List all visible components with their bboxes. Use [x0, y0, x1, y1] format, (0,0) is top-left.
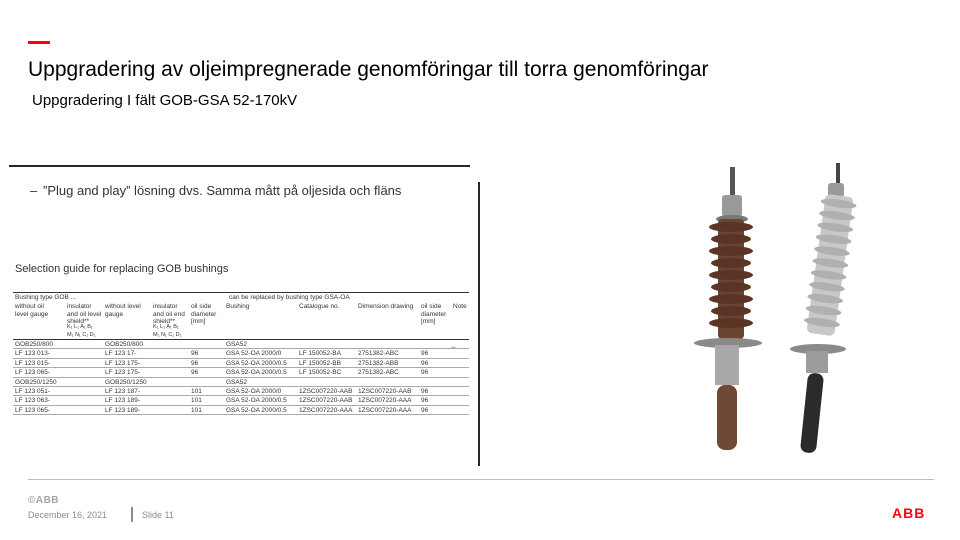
- group-label-gsa: can be replaced by bushing type GSA-OA: [229, 294, 350, 301]
- table-row: [13, 359, 469, 368]
- product-photo-bushings: [626, 155, 858, 458]
- table-cell: 2751382-ABC: [358, 350, 399, 358]
- table-cell: 96: [191, 359, 199, 367]
- header-cell: insulator and oil level shield**: [67, 303, 102, 325]
- table-cell: LF 123 065-: [15, 369, 51, 377]
- table-cell: LF 150052-BC: [299, 369, 342, 377]
- table-cell: GSA 52-OA 2000/0.5: [226, 359, 287, 367]
- table-cell: 96: [421, 369, 429, 377]
- table-cell: 1ZSC007220-AAA: [358, 406, 412, 414]
- table-cell: 96: [421, 387, 429, 395]
- footer-slide-number: Slide 11: [142, 510, 174, 520]
- selection-guide-table: [13, 292, 469, 415]
- table-cell: LF 123 175-: [105, 359, 141, 367]
- table-cell: LF 123 189-: [105, 406, 141, 414]
- table-cell: GSA 52-OA 2000/0: [226, 350, 282, 358]
- bullet-point: [30, 183, 410, 199]
- table-cell: GOB250/1250: [105, 378, 147, 386]
- header-cell: oil side diameter [mm]: [421, 303, 447, 325]
- table-cell: GOB250/800: [15, 341, 53, 348]
- table-body: [13, 340, 469, 415]
- table-cell: 101: [191, 397, 202, 405]
- footer-separator: [131, 507, 133, 522]
- header-cell: Dimension drawing: [358, 303, 414, 310]
- table-cell: 1ZSC007220-AAA: [299, 406, 353, 414]
- table-cell: LF 123 065-: [15, 406, 51, 414]
- bullet-text: ”Plug and play” lösning dvs. Samma mått på oljesida och fläns: [43, 183, 402, 198]
- table-cell: GSA 52-OA 2000/0.5: [226, 369, 287, 377]
- table-note-mark: **: [451, 347, 456, 353]
- table-row: [13, 396, 469, 405]
- table-row: [13, 378, 469, 387]
- table-cell: LF 123 17-: [105, 350, 137, 358]
- table-cell: 96: [191, 369, 199, 377]
- table-row: [13, 368, 469, 377]
- divider-top: [9, 165, 470, 167]
- header-subcell: K₁ L₁ A₁ B₁ M₁ N₁ C₁ D₁: [153, 324, 182, 338]
- table-cell: LF 123 189-: [105, 397, 141, 405]
- table-row: [13, 349, 469, 358]
- header-subcell: K₁ L₁ A₁ B₁ M₁ N₁ C₁ D₁: [67, 324, 96, 338]
- table-row: [13, 340, 469, 349]
- header-cell: Bushing: [226, 303, 250, 310]
- table-cell: 96: [421, 397, 429, 405]
- table-cell: 1ZSC007220-AAB: [299, 387, 353, 395]
- bullet-dash: –: [30, 183, 38, 198]
- table-cell: 1ZSC007220-AAA: [358, 397, 412, 405]
- table-cell: 2751382-ABC: [358, 369, 399, 377]
- table-row: [13, 387, 469, 396]
- table-cell: GOB250/1250: [15, 378, 57, 386]
- table-cell: GOB250/800: [105, 341, 143, 348]
- table-cell: 96: [421, 359, 429, 367]
- header-cell: Catalogue no.: [299, 303, 340, 310]
- table-cell: 96: [421, 350, 429, 358]
- header-cell: without level gauge: [105, 303, 141, 318]
- group-label-gob: Bushing type GOB ...: [15, 294, 77, 301]
- table-cell: 96: [191, 350, 199, 358]
- table-cell: LF 123 063-: [15, 397, 51, 405]
- accent-bar: [28, 41, 50, 44]
- table-cell: 1ZSC007220-AAB: [358, 387, 412, 395]
- abb-logo-icon: ABB: [892, 505, 926, 521]
- table-cell: LF 123 015-: [15, 359, 51, 367]
- table-cell: 2751382-ABB: [358, 359, 399, 367]
- table-cell: LF 123 187-: [105, 387, 141, 395]
- header-cell: insulator and oil end shield**: [153, 303, 185, 325]
- footer-date: December 16, 2021: [28, 510, 108, 520]
- table-header: [13, 302, 469, 340]
- header-cell: oil side diameter [mm]: [191, 303, 217, 325]
- table-cell: GSA 52-OA 2000/0: [226, 387, 282, 395]
- table-row: [13, 406, 469, 415]
- header-cell: without oil level gauge: [15, 303, 49, 318]
- table-cell: LF 123 013-: [15, 350, 51, 358]
- table-cell: GSA 52-OA 2000/0.5: [226, 406, 287, 414]
- table-cell: 96: [421, 406, 429, 414]
- footer-divider: [28, 479, 934, 480]
- table-cell: GSA52: [226, 378, 247, 386]
- table-cell: 101: [191, 406, 202, 414]
- table-cell: 101: [191, 387, 202, 395]
- table-cell: LF 123 051-: [15, 387, 51, 395]
- header-cell: Note: [453, 303, 467, 310]
- table-cell: LF 150052-BB: [299, 359, 341, 367]
- slide-subtitle: Uppgradering I fält GOB-GSA 52-170kV: [32, 92, 298, 109]
- selection-guide-title: Selection guide for replacing GOB bushings: [15, 263, 229, 275]
- slide-title: Uppgradering av oljeimpregnerade genomföringar till torra genomföringar: [28, 58, 709, 81]
- divider-vertical: [478, 182, 480, 466]
- table-group-header: [13, 292, 469, 302]
- table-cell: LF 150052-BA: [299, 350, 341, 358]
- table-cell: LF 123 175-: [105, 369, 141, 377]
- table-cell: GSA52: [226, 341, 247, 348]
- table-cell: 1ZSC007220-AAB: [299, 397, 353, 405]
- footer-copyright-logo: ©ABB: [28, 495, 60, 506]
- table-cell: GSA 52-OA 2000/0.5: [226, 397, 287, 405]
